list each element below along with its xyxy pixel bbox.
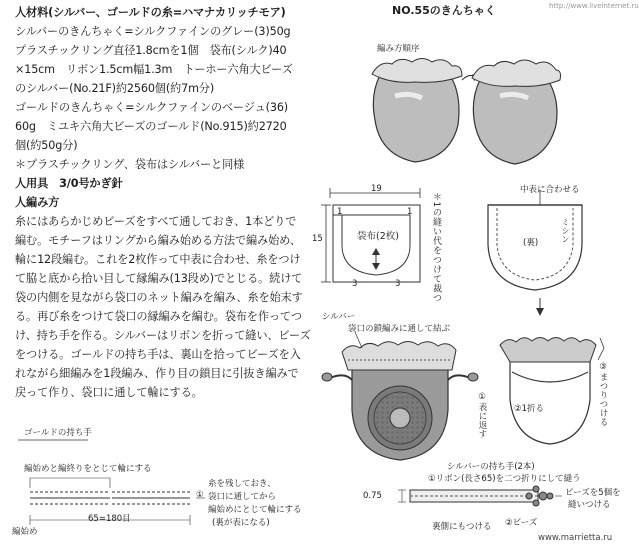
gold-handle-note1: 編始めと編終りをとじて輪にする [24, 464, 152, 474]
step3-slipstitch: ③まつりつける [598, 362, 608, 427]
text-line: 60g ミユキ六角大ビーズのゴールド(No.915)約2720 [15, 120, 287, 133]
step2-fold: ②1折る [514, 404, 545, 414]
gold-handle-length: 65=180目 [88, 514, 131, 524]
silver-label: シルバー [322, 312, 356, 322]
lined-pouch [500, 338, 604, 445]
materials-heading: 人材料(シルバー、ゴールドの糸=ハマナカリッチモア) [15, 6, 286, 19]
silver-pouch-with-net [322, 332, 478, 460]
text-line: 戻って作り、袋口に通して輪にする。 [15, 386, 203, 399]
back-side-note: 裏側にもつける [432, 522, 492, 532]
text-line: る。再び糸をつけて袋口の縁編みを編む。袋布を作ってつ [15, 310, 302, 323]
silver-handle-ribbon [398, 486, 562, 506]
finished-pouch-left [372, 59, 462, 163]
text-line: 個(約50g分) [15, 139, 78, 152]
text-line: け、持ち手を作る。シルバーはリボンを折って縫い、ビーズ [15, 329, 311, 342]
method-heading: 人編み方 [15, 196, 60, 209]
text-line: て脇と底から拾い目して縁編み(13段め)でとじる。続けて [15, 272, 303, 285]
bead-step: ②ビーズ [505, 518, 538, 528]
gold-handle-note2b: 袋口に通してから [208, 492, 277, 502]
tools-heading: 人用具 3/0号かぎ針 [15, 177, 123, 190]
gold-handle-note2a: 糸を残しておき、 [208, 479, 276, 489]
cloth-width-label: 19 [371, 184, 382, 194]
inside-out-label: 中表に合わせる [520, 185, 580, 195]
gold-handle-start: 編始め [12, 527, 38, 537]
text-line: のシルバー(No.21F)約2560個(約7m分) [15, 82, 215, 95]
gold-handle-marker: ① [196, 490, 204, 500]
ribbon-note: ①リボン(長さ65)を二つ折りにして縫う [428, 474, 581, 484]
ribbon-width: 0.75 [363, 491, 382, 501]
diagram-title: NO.55のきんちゃく [392, 4, 496, 17]
bead-note1: ビーズを5個を [565, 488, 621, 498]
text-line: 糸にはあらかじめビーズをすべて通しておき、1本どりで [15, 215, 297, 228]
gold-handle-label: ゴールドの持ち手 [24, 428, 92, 438]
text-line: シルバーのきんちゃく=シルクファインのグレー(3)50g [15, 25, 291, 38]
machine-label: ミシン [561, 218, 570, 244]
bead-note2: 縫いつける [568, 500, 611, 510]
cloth-bottom-right: 3 [395, 279, 401, 289]
cloth-bottom-left: 3 [352, 279, 358, 289]
text-line: ＊プラスチックリング、袋布はシルバーと同様 [15, 158, 245, 171]
watermark-liveinternet: http://www.liveinternet.ru [549, 2, 639, 10]
text-line: れながら細編みを1段編み、作り目の鎖目に引抜き編みで [15, 367, 299, 380]
text-line: 輪に12段編む。これを2枚作って中表に合わせ、糸をつけ [15, 253, 301, 266]
inside-out-center: (裏) [523, 238, 539, 248]
net-note: 袋口の鎖編みに通して結ぶ [348, 324, 451, 334]
step1-turn-right-side: ①表に返す [477, 392, 487, 439]
gold-handle-note2c: 編始めにとじて輪にする [208, 505, 302, 515]
steps-label: 編み方順序 [377, 44, 420, 54]
cloth-corner-left: 1 [337, 207, 343, 217]
text-line: ゴールドのきんちゃく=シルクファインのベージュ(36) [15, 101, 289, 114]
gold-handle-note2d: (裏が表になる) [212, 518, 270, 528]
watermark-marrietta: www.marrietta.ru [538, 533, 613, 543]
seam-allowance-note: ＊1の縫い代をつけて裁つ [431, 192, 441, 303]
cloth-corner-right: 1 [407, 207, 413, 217]
text-line: 袋の内側を見ながら袋口のネット編みを編み、糸を始末す [15, 291, 303, 304]
text-line: プラスチックリング直径1.8cmを1個 袋布(シルク)40 [15, 44, 287, 57]
text-line: 編む。モチーフはリングから編み始める方法で編み始め、 [15, 234, 301, 247]
text-line: をつける。ゴールドの持ち手は、裏山を拾ってビーズを入 [15, 348, 301, 361]
text-line: ×15cm リボン1.5cm幅1.3m トーホー六角大ビーズ [15, 63, 293, 76]
silver-handle-label: シルバーの持ち手(2本) [447, 462, 535, 472]
bag-cloth-label: 袋布(2枚) [357, 231, 399, 242]
cloth-height-label: 15 [312, 234, 323, 244]
finished-pouch-right [472, 60, 561, 164]
